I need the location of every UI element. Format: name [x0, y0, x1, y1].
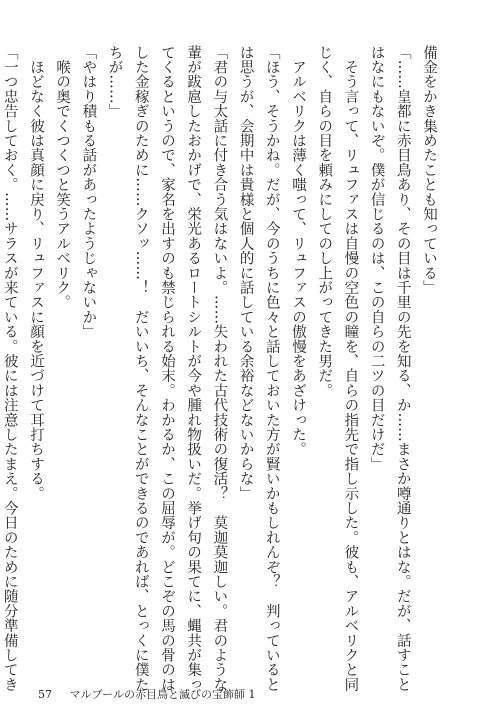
body-text: [0, 45, 442, 692]
text-line: ほどなく彼は真顔に戻り、リュファスに顔を近づけて耳打ちする。: [27, 45, 44, 501]
text-line: した金稼ぎのために……クソッ……！ だいいち、そんなことができるのであれば、とっくに僕た: [132, 45, 149, 692]
text-line: 「君の与太話に付き合う気はないよ。……失われた古代技術の復活？ 莫迦莫迦しい。君のような: [211, 45, 228, 692]
text-line: 備金をかき集めたことも知っている」: [421, 45, 437, 295]
text-line: アルベリクは薄く嗤って、リュファスの傲慢をあざけった。: [289, 45, 306, 457]
text-line: は思うが、会期中は貴様と個人的に話している余裕などないからな」: [237, 45, 254, 501]
text-line: 「やはり積もる話があったようじゃないか」: [80, 45, 97, 339]
page-footer: [38, 686, 255, 702]
text-line: 「一つ忠告しておく。……サラスが来ている。彼には注意したまえ。今日のために随分準備してき: [1, 45, 18, 692]
text-line: 輩が跋扈したおかげで、栄光あるロートシルトが今や腫れ物扱いだ。挙げ句の果てに、蝿共が集っ: [185, 45, 202, 692]
text-line: ちが……」: [106, 45, 123, 119]
text-line: じく、自らの目を頼みにしてのし上がってきた男だ。: [316, 45, 333, 398]
text-line: そう言って、リュファスは自慢の空色の瞳を、自らの指先で指し示した。彼も、アルベリクと同: [342, 45, 359, 692]
page-number: 57: [38, 688, 52, 701]
text-line: 「……皇都に赤目鳥あり、その目は千里の先を知る、か……まさか噂通りとはな。だが、話すこと: [394, 45, 411, 692]
text-line: 「ほう、そうかね。だが、今のうちに色々と話しておいた方が賢いかもしれんぞ？ 判っていると: [263, 45, 280, 692]
book-title: マルブールの赤目鳥と滅びの宝飾師 1: [69, 688, 256, 701]
text-line: 喉の奥でくつくつと笑うアルベリク。: [54, 45, 71, 310]
text-line: はなにもないぞ。僕が信じるのは、この自らの二ツの目だけだ」: [368, 45, 385, 472]
text-line: てくるというので、家名を出すのも禁じられる始末。わかるか、この屈辱が。どこぞの馬の骨のは: [158, 45, 175, 692]
